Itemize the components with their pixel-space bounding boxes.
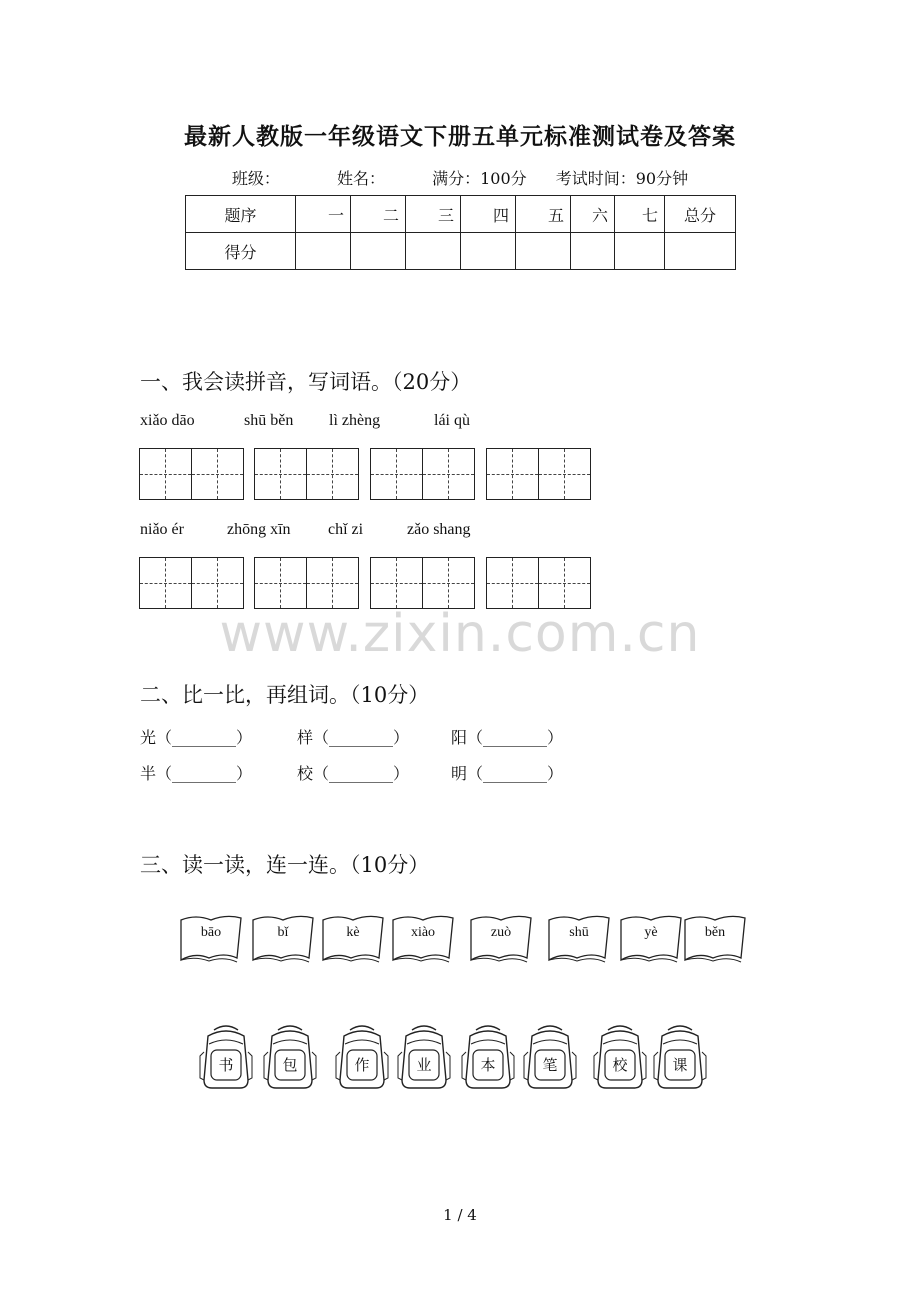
class-field: 班级： (231, 169, 280, 188)
score-table-header-row (186, 196, 736, 233)
table-header-cell: 题序 (186, 196, 296, 233)
watermark: www.zixin.com.cn (219, 604, 701, 664)
compare-item: 光（________） (140, 728, 253, 747)
grid-cell[interactable] (539, 449, 591, 499)
table-header-cell: 七 (615, 196, 665, 233)
page-number: 1 / 4 (443, 1206, 477, 1224)
writing-grid[interactable] (139, 448, 244, 500)
grid-cell[interactable] (140, 558, 192, 608)
pinyin-label: shū běn (244, 412, 294, 429)
score-cell (665, 233, 736, 270)
compare-item: 校（________） (297, 764, 410, 783)
table-header-cell: 六 (571, 196, 615, 233)
character-bag[interactable] (592, 1022, 648, 1092)
pinyin-book[interactable] (250, 914, 316, 964)
pinyin-label: běn (704, 925, 726, 940)
character-bag[interactable] (522, 1022, 578, 1092)
exam-info (0, 166, 920, 189)
grid-cell[interactable] (255, 449, 307, 499)
grid-cell[interactable] (307, 558, 359, 608)
pinyin-label: shū (569, 925, 589, 940)
page-title: 最新人教版一年级语文下册五单元标准测试卷及答案 (184, 123, 736, 150)
character-label: 本 (480, 1056, 496, 1074)
compare-item: 明（________） (451, 764, 564, 783)
exam-time: 考试时间：90分钟 (555, 169, 689, 188)
character-label: 书 (218, 1056, 234, 1074)
grid-cell[interactable] (192, 449, 244, 499)
score-cell (571, 233, 615, 270)
character-bag[interactable] (198, 1022, 254, 1092)
table-header-cell: 总分 (665, 196, 736, 233)
pinyin-label: bǐ (277, 925, 289, 940)
table-header-cell: 三 (406, 196, 461, 233)
grid-cell[interactable] (539, 558, 591, 608)
character-label: 作 (354, 1056, 370, 1074)
compare-item: 半（________） (140, 764, 253, 783)
score-table (185, 195, 736, 270)
table-header-cell: 一 (296, 196, 351, 233)
grid-cell[interactable] (192, 558, 244, 608)
score-cell (406, 233, 461, 270)
pinyin-label: zǎo shang (407, 521, 471, 538)
score-cell (351, 233, 406, 270)
writing-grid[interactable] (254, 448, 359, 500)
full-score: 满分：100分 (432, 169, 527, 188)
pinyin-label: zhōng xīn (227, 521, 291, 538)
table-header-cell: 四 (461, 196, 516, 233)
pinyin-label: xiào (410, 925, 436, 940)
pinyin-label: zuò (490, 925, 512, 940)
writing-grid[interactable] (254, 557, 359, 609)
character-bag[interactable] (396, 1022, 452, 1092)
pinyin-label: bāo (200, 925, 222, 940)
score-cell (461, 233, 516, 270)
pinyin-label: lái qù (434, 412, 470, 429)
character-bag[interactable] (334, 1022, 390, 1092)
writing-grid[interactable] (370, 448, 475, 500)
character-bag[interactable] (652, 1022, 708, 1092)
score-table-score-row (186, 233, 736, 270)
writing-grid[interactable] (486, 557, 591, 609)
character-label: 校 (612, 1056, 628, 1074)
grid-cell[interactable] (423, 558, 475, 608)
character-label: 笔 (542, 1056, 558, 1074)
table-header-cell: 二 (351, 196, 406, 233)
pinyin-label: lì zhèng (329, 412, 381, 429)
table-header-cell: 五 (516, 196, 571, 233)
section3-heading: 三、读一读，连一连。（10分） (140, 853, 430, 877)
grid-cell[interactable] (255, 558, 307, 608)
score-cell (615, 233, 665, 270)
character-bag[interactable] (262, 1022, 318, 1092)
pinyin-label: xiǎo dāo (140, 412, 195, 429)
compare-item: 阳（________） (451, 728, 564, 747)
character-label: 课 (672, 1056, 688, 1074)
score-row-label: 得分 (186, 233, 296, 270)
pinyin-book[interactable] (468, 914, 534, 964)
pinyin-book[interactable] (390, 914, 456, 964)
compare-item: 样（________） (297, 728, 410, 747)
grid-cell[interactable] (371, 558, 423, 608)
grid-cell[interactable] (307, 449, 359, 499)
pinyin-label: chǐ zi (328, 521, 364, 538)
pinyin-label: kè (346, 925, 360, 940)
pinyin-book[interactable] (178, 914, 244, 964)
grid-cell[interactable] (423, 449, 475, 499)
grid-cell[interactable] (487, 558, 539, 608)
section2-heading: 二、比一比，再组词。（10分） (140, 683, 430, 707)
score-cell (516, 233, 571, 270)
name-field: 姓名： (336, 169, 385, 188)
pinyin-label: niǎo ér (140, 521, 184, 538)
pinyin-label: yè (644, 925, 658, 940)
character-label: 包 (282, 1056, 298, 1074)
pinyin-book[interactable] (618, 914, 684, 964)
section1-heading: 一、我会读拼音，写词语。（20分） (140, 370, 472, 394)
writing-grid[interactable] (486, 448, 591, 500)
pinyin-book[interactable] (682, 914, 748, 964)
writing-grid[interactable] (370, 557, 475, 609)
score-cell (296, 233, 351, 270)
writing-grid[interactable] (139, 557, 244, 609)
pinyin-book[interactable] (546, 914, 612, 964)
character-label: 业 (416, 1056, 432, 1074)
grid-cell[interactable] (487, 449, 539, 499)
character-bag[interactable] (460, 1022, 516, 1092)
grid-cell[interactable] (371, 449, 423, 499)
grid-cell[interactable] (140, 449, 192, 499)
pinyin-book[interactable] (320, 914, 386, 964)
